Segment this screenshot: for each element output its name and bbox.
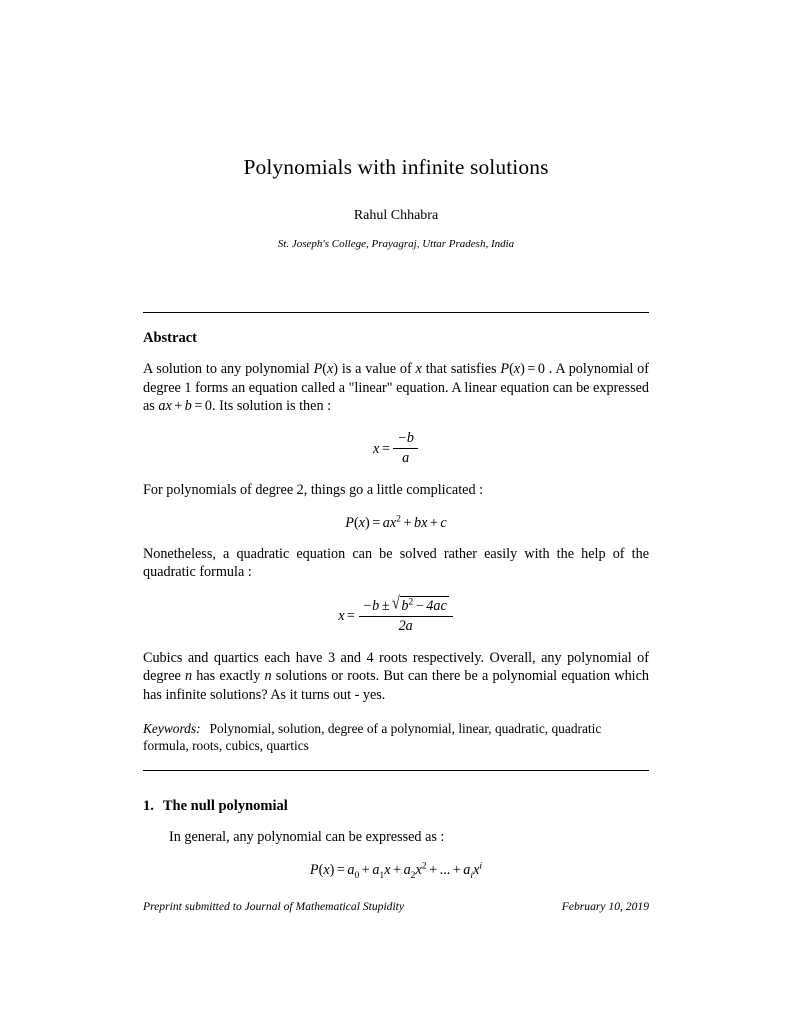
fraction-numerator (359, 593, 453, 617)
plus-sign: + (361, 861, 370, 878)
equation-body (345, 512, 447, 531)
inline-math-px-eq-zero: P(x) = 0 (500, 361, 545, 378)
inline-math-x: x (415, 361, 422, 378)
fraction-denominator: a (402, 450, 410, 467)
footer-date: February 10, 2019 (561, 900, 649, 913)
subscript-i: i (470, 869, 474, 881)
page-footer (143, 900, 649, 913)
abstract-heading: Abstract (143, 329, 197, 346)
poly-p: P (345, 514, 354, 531)
radicand-b: b (401, 598, 409, 615)
author-name: Rahul Chhabra (353, 207, 439, 223)
paren-close: ) (329, 861, 335, 878)
poly-var: x (358, 514, 365, 531)
equation-quadratic-formula (143, 593, 649, 636)
exponent-i: i (479, 859, 483, 871)
section-heading-1 (143, 798, 649, 815)
keywords-label: Keywords: (143, 720, 201, 736)
abstract-paragraph-4 (143, 649, 649, 705)
inline-math-n: n (185, 668, 193, 685)
exponent-two: 2 (408, 596, 414, 608)
exponent-two: 2 (396, 512, 401, 524)
keywords-value: Polynomial, solution, degree of a polynomial, linear, quadratic, quadratic formula, roots, cubics, quartics (143, 720, 602, 754)
coefficient-b: b (413, 514, 422, 531)
term-x: x (389, 514, 397, 531)
equation-body (309, 859, 483, 881)
equals-sign: = (336, 861, 345, 878)
poly-p: P (309, 861, 319, 878)
coefficient-a2: a (403, 861, 411, 878)
equals-sign: = (372, 514, 381, 531)
term-x-linear: x (421, 514, 428, 531)
coefficient-ai: a (463, 861, 471, 878)
paper-page (143, 0, 649, 1028)
page-title: Polynomials with infinite solutions (243, 155, 549, 179)
abstract-text-segment: has exactly (192, 668, 265, 685)
inline-math-n: n (264, 668, 272, 685)
plus-sign: + (393, 861, 402, 878)
abstract-paragraph-3: Nonetheless, a quadratic equation can be solved rather easily with the help of the quadratic formula : (143, 545, 649, 581)
equals-sign: = (381, 440, 390, 457)
plus-minus-sign: ± (381, 598, 390, 615)
minus-b: −b (362, 598, 380, 615)
radicand (400, 596, 448, 615)
inline-math-linear-equation: ax + b = 0 (158, 398, 212, 415)
coefficient-a0: a (347, 861, 355, 878)
square-root (392, 593, 449, 615)
paren-open: ( (318, 861, 324, 878)
radical-icon: √ (392, 593, 400, 614)
abstract-paragraph-2: For polynomials of degree 2, things go a little complicated : (143, 481, 484, 498)
plus-sign: + (452, 861, 461, 878)
plus-sign: + (429, 861, 438, 878)
abstract-bottom-rule (143, 770, 649, 771)
section-paragraph: In general, any polynomial can be expressed as : (169, 829, 445, 845)
poly-var: x (323, 861, 330, 878)
equation-general-polynomial (143, 859, 649, 881)
title-block (143, 0, 649, 251)
fraction-denominator: 2a (398, 618, 413, 635)
abstract-top-rule (143, 312, 649, 313)
term-x: x (384, 861, 391, 878)
minus-sign: − (415, 598, 424, 615)
section-number: 1. (143, 797, 154, 814)
equation-lhs: x (338, 607, 345, 624)
term-x-i: x (473, 861, 480, 878)
ellipsis: ... (439, 861, 451, 878)
coefficient-c: c (440, 514, 447, 531)
abstract-text-segment: . A polynomial of degree 1 forms an equation called a "linear" equation. A linear equation can be expressed as (143, 361, 650, 415)
abstract-text-segment: Cubics and quartics each have 3 and 4 roots respectively. Overall, any polynomial of degree (143, 649, 649, 685)
abstract-text-segment: that satisfies (421, 361, 501, 378)
equation-quadratic-polynomial (143, 512, 649, 532)
paren-open: ( (353, 514, 359, 531)
abstract-text-segment: . Its solution is then : (212, 398, 332, 415)
paren-close: ) (364, 514, 370, 531)
term-4ac: 4ac (426, 598, 447, 615)
plus-sign: + (403, 514, 412, 531)
section-title: The null polynomial (162, 797, 288, 814)
exponent-two: 2 (421, 859, 427, 871)
inline-math-px: P(x) (313, 361, 339, 378)
coefficient-a1: a (372, 861, 380, 878)
subscript-zero: 0 (354, 869, 360, 881)
footer-journal-note: Preprint submitted to Journal of Mathematical Stupidity (143, 900, 405, 913)
coefficient-a: a (382, 514, 390, 531)
abstract-text-segment: A solution to any polynomial (143, 361, 314, 378)
fraction (359, 593, 453, 635)
abstract-text-segment: is a value of (338, 361, 416, 378)
keywords-line (143, 720, 649, 755)
abstract-text-segment: solutions or roots. But can there be a polynomial equation which has infinite solutions? As it turns out - yes. (143, 668, 650, 703)
fraction-numerator: −b (393, 430, 418, 449)
equation-linear-solution (143, 431, 649, 468)
term-x-squared: x (415, 861, 422, 878)
subscript-two: 2 (410, 869, 416, 881)
abstract-paragraph-1 (143, 360, 649, 416)
plus-sign: + (429, 514, 438, 531)
equation-lhs: x (373, 440, 380, 457)
author-affiliation: St. Joseph's College, Prayagraj, Uttar Pradesh, India (277, 237, 515, 250)
equals-sign: = (347, 607, 356, 624)
fraction (393, 430, 418, 467)
subscript-one: 1 (379, 869, 385, 881)
